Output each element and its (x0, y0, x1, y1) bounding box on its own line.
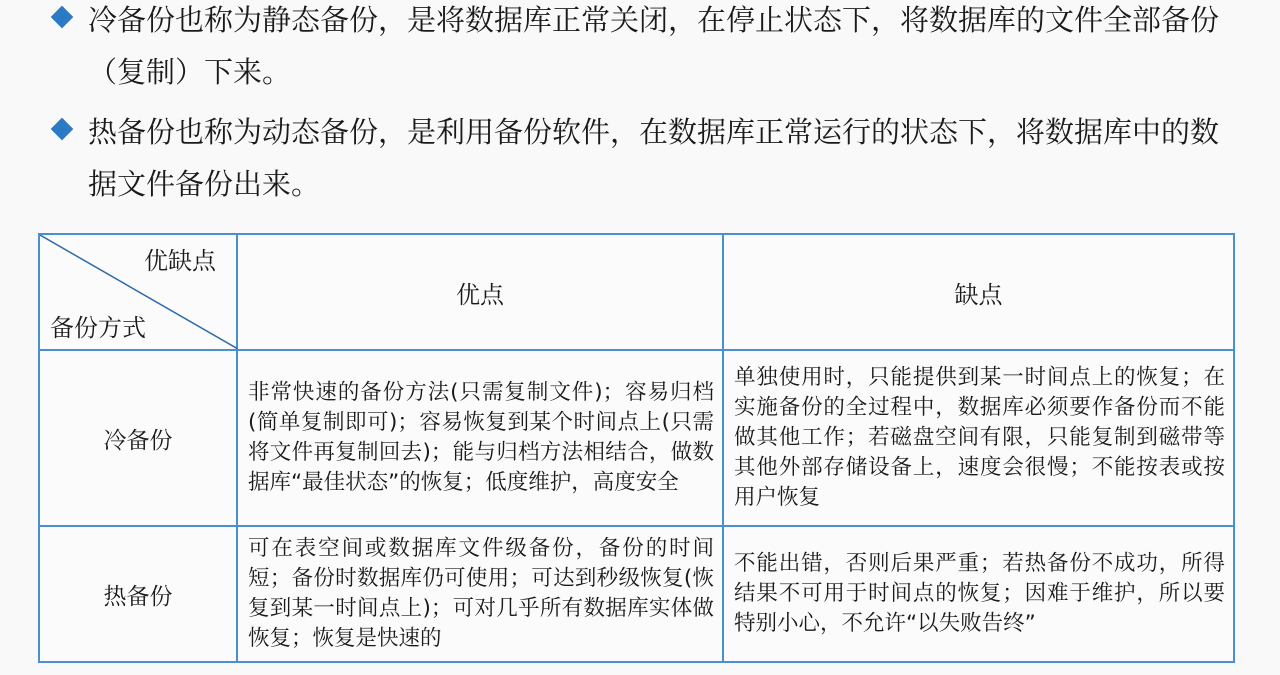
table-row (39, 350, 1234, 526)
backup-comparison-table (38, 233, 1235, 663)
cold-backup-disadvantages: 单独使用时，只能提供到某一时间点上的恢复；在实施备份的全过程中，数据库必须要作备份而不能做其他工作；若磁盘空间有限，只能复制到磁带等其他外部存储设备上，速度会很慢；不能按表或按用户恢复 (723, 350, 1234, 526)
corner-label-top: 优缺点 (144, 247, 216, 275)
hot-backup-disadvantages: 不能出错，否则后果严重；若热备份不成功，所得结果不可用于时间点的恢复；因难于维护，所以要特别小心，不允许“以失败告终” (723, 526, 1234, 662)
table-row (39, 526, 1234, 662)
row-header-cold-backup: 冷备份 (39, 350, 237, 526)
bullet-cold-backup (52, 0, 1242, 98)
corner-header-cell (39, 234, 237, 350)
column-header-advantages: 优点 (237, 234, 723, 350)
corner-label-bottom: 备份方式 (50, 314, 146, 342)
bullet-text: 热备份也称为动态备份，是利用备份软件，在数据库正常运行的状态下，将数据库中的数据文件备份出来。 (88, 115, 1220, 201)
column-header-disadvantages: 缺点 (723, 234, 1234, 350)
bullet-text: 冷备份也称为静态备份，是将数据库正常关闭，在停止状态下，将数据库的文件全部备份（复制）下来。 (88, 3, 1220, 89)
bullet-hot-backup (52, 106, 1242, 210)
diamond-bullet-icon (51, 118, 74, 141)
diamond-bullet-icon (51, 6, 74, 29)
row-header-hot-backup: 热备份 (39, 526, 237, 662)
hot-backup-advantages: 可在表空间或数据库文件级备份，备份的时间短；备份时数据库仍可使用；可达到秒级恢复(恢复到某一时间点上)；可对几乎所有数据库实体做恢复；恢复是快速的 (237, 526, 723, 662)
cold-backup-advantages: 非常快速的备份方法(只需复制文件)；容易归档(简单复制即可)；容易恢复到某个时间点上(只需将文件再复制回去)；能与归档方法相结合，做数据库“最佳状态”的恢复；低度维护，高度安全 (237, 350, 723, 526)
table-header-row (39, 234, 1234, 350)
